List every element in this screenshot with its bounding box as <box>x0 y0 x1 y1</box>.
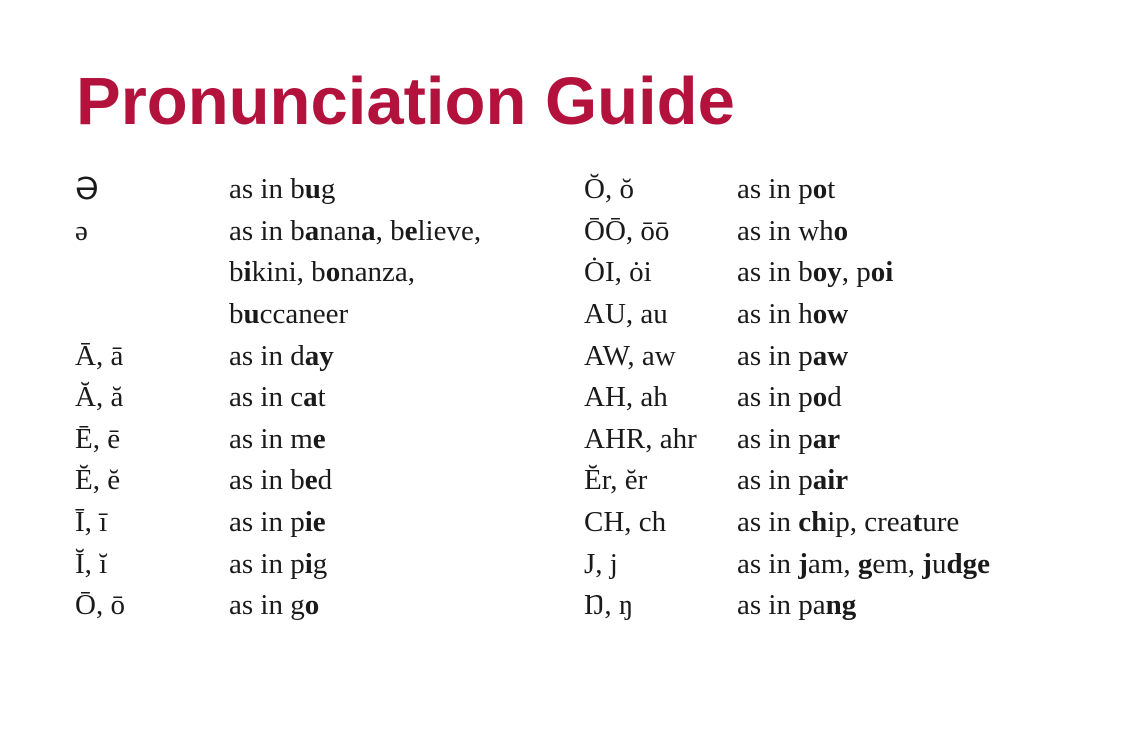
guide-row <box>75 211 481 253</box>
phonetic-symbol: Ŋ, ŋ <box>584 589 634 622</box>
example-text: nanza, <box>340 256 416 289</box>
example-words <box>229 215 481 248</box>
emphasized-letters: ay <box>304 339 334 372</box>
phonetic-symbol: ŌŌ, ōō <box>584 214 670 247</box>
example-text: t <box>317 381 326 414</box>
example-words <box>229 256 415 289</box>
guide-row <box>75 543 481 585</box>
emphasized-letters: a <box>303 381 318 414</box>
emphasized-letters: j <box>922 547 932 580</box>
example-words <box>229 589 319 622</box>
example-text: , p <box>841 256 871 289</box>
guide-row <box>75 169 481 211</box>
guide-row <box>75 252 481 294</box>
example-text: as in <box>737 506 799 539</box>
emphasized-letters: dge <box>946 547 990 580</box>
example-text: t <box>827 173 836 206</box>
emphasized-letters: j <box>798 547 808 580</box>
guide-row <box>75 460 481 502</box>
example-text: as in p <box>737 422 813 455</box>
example-text: as in b <box>229 464 305 497</box>
phonetic-symbol: Ŏ, ŏ <box>584 173 634 206</box>
emphasized-letters: air <box>812 464 849 497</box>
emphasized-letters: i <box>243 256 252 289</box>
phonetic-symbol: Ĭ, ĭ <box>75 547 108 580</box>
emphasized-letters: i <box>304 547 313 580</box>
example-text: b <box>229 298 244 331</box>
example-text: as in m <box>229 422 313 455</box>
example-words <box>229 464 332 497</box>
emphasized-letters: o <box>812 173 828 206</box>
emphasized-letters: o <box>812 381 828 414</box>
guide-row <box>584 211 990 253</box>
example-text: as in b <box>737 256 813 289</box>
guide-row <box>584 377 990 419</box>
example-text: d <box>317 464 333 497</box>
example-words <box>737 298 848 331</box>
example-text: d <box>827 381 842 414</box>
page-title: Pronunciation Guide <box>76 64 735 139</box>
example-text: ure <box>922 506 960 539</box>
example-words <box>737 381 842 414</box>
example-text: kini, b <box>251 256 326 289</box>
emphasized-letters: o <box>833 214 849 247</box>
pronunciation-list-right <box>584 169 990 627</box>
emphasized-letters: a <box>304 214 320 247</box>
example-text: as in p <box>229 547 305 580</box>
example-text: as in h <box>737 298 813 331</box>
example-text: ccaneer <box>259 298 349 331</box>
example-words <box>229 381 326 414</box>
guide-row <box>584 335 990 377</box>
emphasized-letters: ow <box>812 298 849 331</box>
example-words <box>737 464 848 497</box>
example-text: as in b <box>229 173 305 206</box>
example-text: b <box>229 256 244 289</box>
phonetic-symbol: Ī, ī <box>75 506 108 539</box>
emphasized-letters: o <box>325 256 341 289</box>
example-words <box>737 340 848 373</box>
emphasized-letters: t <box>912 506 923 539</box>
emphasized-letters: ng <box>825 589 857 622</box>
example-words <box>229 548 327 581</box>
emphasized-letters: oy <box>812 256 842 289</box>
example-text: em, <box>872 547 923 580</box>
example-words <box>737 173 835 206</box>
example-words <box>229 340 334 373</box>
phonetic-symbol: AW, aw <box>584 339 676 372</box>
phonetic-symbol: ə <box>75 214 88 247</box>
example-text: as in p <box>737 173 813 206</box>
phonetic-symbol: Ă, ă <box>75 381 124 414</box>
emphasized-letters: ar <box>812 422 841 455</box>
guide-row <box>584 419 990 461</box>
phonetic-symbol: AU, au <box>584 298 668 331</box>
guide-row <box>584 169 990 211</box>
example-text: as in p <box>737 464 813 497</box>
example-words <box>737 506 959 539</box>
example-words <box>737 256 893 289</box>
guide-row <box>584 460 990 502</box>
example-text: as in pa <box>737 589 826 622</box>
example-words <box>229 173 335 206</box>
example-text: u <box>931 547 947 580</box>
example-words <box>737 215 848 248</box>
emphasized-letters: e <box>312 422 326 455</box>
emphasized-letters: u <box>304 173 321 206</box>
pronunciation-list-left <box>75 169 481 627</box>
example-text: as in c <box>229 381 304 414</box>
phonetic-symbol: AH, ah <box>584 381 668 414</box>
phonetic-symbol: AHR, ahr <box>584 422 697 455</box>
emphasized-letters: oi <box>870 256 894 289</box>
phonetic-symbol: CH, ch <box>584 506 667 539</box>
example-text: as in <box>737 547 799 580</box>
guide-row <box>75 377 481 419</box>
emphasized-letters: ch <box>798 506 828 539</box>
phonetic-symbol: J, j <box>584 547 618 580</box>
example-words <box>737 548 990 581</box>
example-text: lieve, <box>417 214 482 247</box>
example-text: as in g <box>229 589 305 622</box>
emphasized-letters: g <box>857 547 873 580</box>
guide-row <box>75 585 481 627</box>
example-text: as in p <box>737 381 813 414</box>
guide-row <box>584 585 990 627</box>
guide-row <box>75 335 481 377</box>
guide-row <box>75 294 481 336</box>
guide-row <box>584 543 990 585</box>
phonetic-symbol: Ō, ō <box>75 589 125 622</box>
example-text: am, <box>807 547 858 580</box>
example-text: as in b <box>229 214 305 247</box>
example-text: g <box>312 547 328 580</box>
example-text: nan <box>319 214 362 247</box>
phonetic-symbol: ȮI, ȯi <box>584 256 652 289</box>
example-text: ip, crea <box>827 506 913 539</box>
example-text: g <box>320 173 336 206</box>
example-words <box>737 589 856 622</box>
example-text: as in p <box>229 506 305 539</box>
phonetic-symbol: Ĕ, ĕ <box>75 464 121 497</box>
emphasized-letters: a <box>361 214 376 247</box>
example-words <box>737 423 840 456</box>
example-words <box>229 506 326 539</box>
example-words <box>229 423 326 456</box>
guide-row <box>584 502 990 544</box>
emphasized-letters: aw <box>812 339 849 372</box>
example-text: as in p <box>737 339 813 372</box>
example-text: , b <box>375 214 405 247</box>
phonetic-symbol: Ē, ē <box>75 422 121 455</box>
guide-row <box>75 419 481 461</box>
guide-row <box>584 252 990 294</box>
example-words <box>229 298 348 331</box>
emphasized-letters: e <box>304 464 318 497</box>
phonetic-symbol: Ə <box>75 172 99 208</box>
example-text: as in wh <box>737 214 834 247</box>
guide-row <box>75 502 481 544</box>
phonetic-symbol: Ā, ā <box>75 339 124 372</box>
phonetic-symbol: Ĕr, ĕr <box>584 464 648 497</box>
emphasized-letters: e <box>404 214 418 247</box>
guide-row <box>584 294 990 336</box>
emphasized-letters: u <box>243 298 260 331</box>
emphasized-letters: o <box>304 589 320 622</box>
example-text: as in d <box>229 339 305 372</box>
emphasized-letters: ie <box>304 506 326 539</box>
